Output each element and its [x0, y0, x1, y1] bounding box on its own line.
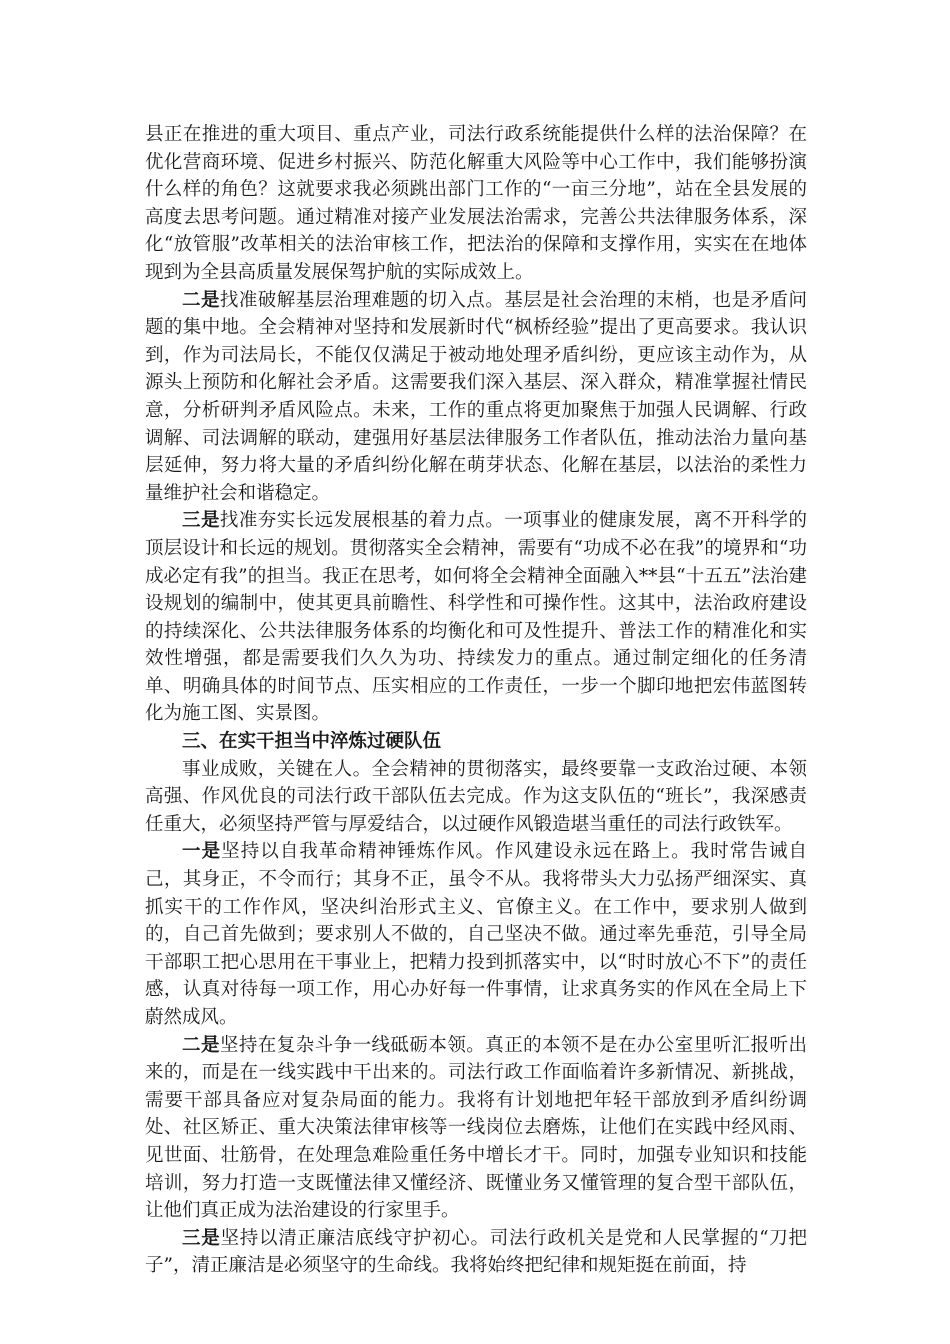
paragraph-intro-continued	[145, 121, 807, 287]
paragraph-lead: 三是	[182, 1227, 221, 1249]
paragraph-lead: 二是	[182, 1034, 220, 1056]
paragraph-first-measure	[145, 838, 807, 1031]
paragraph-third-measure	[145, 1225, 807, 1280]
document-body	[145, 121, 807, 1280]
paragraph-text: 县正在推进的重大项目、重点产业，司法行政系统能提供什么样的法治保障？在优化营商环境、促进乡村振兴、防范化解重大风险等中心工作中，我们能够扮演什么样的角色？这就要求我必须跳出部门工作的“一亩三分地”，站在全县发展的高度去思考问题。通过精准对接产业发展法治需求，完善公共法律服务体系，深化“放管服”改革相关的法治审核工作，把法治的保障和支撑作用，实实在在地体现到为全县高质量发展保驾护航的实际成效上。	[145, 124, 807, 283]
paragraph-text: 坚持以清正廉洁底线守护初心。司法行政机关是党和人民掌握的“刀把子”，清正廉洁是必须坚守的生命线。我将始终把纪律和规矩挺在前面，持	[145, 1227, 807, 1277]
paragraph-text: 找准破解基层治理难题的切入点。基层是社会治理的末梢，也是矛盾问题的集中地。全会精神对坚持和发展新时代“枫桥经验”提出了更高要求。我认识到，作为司法局长，不能仅仅满足于被动地处理矛盾纠纷，更应该主动作为，从源头上预防和化解社会矛盾。这需要我们深入基层、深入群众，精准掌握社情民意，分析研判矛盾风险点。未来，工作的重点将更加聚焦于加强人民调解、行政调解、司法调解的联动，建强用好基层法律服务工作者队伍，推动法治力量向基层延伸，努力将大量的矛盾纠纷化解在萌芽状态、化解在基层，以法治的柔性力量维护社会和谐稳定。	[145, 289, 807, 504]
paragraph-lead: 三是	[182, 510, 220, 532]
paragraph-text: 坚持以自我革命精神锤炼作风。作风建设永远在路上。我时常告诫自己，其身正，不令而行；其身不正，虽令不从。我将带头大力弘扬严细深实、真抓实干的工作作风，坚决纠治形式主义、官僚主义。在工作中，要求别人做到的，自己首先做到；要求别人不做的，自己坚决不做。通过率先垂范，引导全局干部职工把心思用在干事业上，把精力投到抓落实中，以“时时放心不下”的责任感，认真对待每一项工作，用心办好每一件事情，让求真务实的作风在全局上下蔚然成风。	[145, 841, 807, 1028]
paragraph-second-measure	[145, 1032, 807, 1225]
paragraph-lead: 一是	[182, 841, 222, 863]
paragraph-text: 事业成败，关键在人。全会精神的贯彻落实，最终要靠一支政治过硬、本领高强、作风优良的司法行政干部队伍去完成。作为这支队伍的“班长”，我深感责任重大，必须坚持严管与厚爱结合，以过硬作风锻造堪当重任的司法行政铁军。	[145, 758, 807, 835]
section-heading: 三、在实干担当中淬炼过硬队伍	[182, 731, 442, 753]
paragraph-text: 坚持在复杂斗争一线砥砺本领。真正的本领不是在办公室里听汇报听出来的，而是在一线实践中干出来的。司法行政工作面临着许多新情况、新挑战，需要干部具备应对复杂局面的能力。我将有计划地把年轻干部放到矛盾纠纷调处、社区矫正、重大决策法律审核等一线岗位去磨炼，让他们在实践中经风雨、见世面、壮筋骨，在处理急难险重任务中增长才干。同时，加强专业知识和技能培训，努力打造一支既懂法律又懂经济、既懂业务又懂管理的复合型干部队伍，让他们真正成为法治建设的行家里手。	[145, 1034, 807, 1222]
paragraph-section-intro	[145, 756, 807, 839]
paragraph-third-point	[145, 507, 807, 728]
paragraph-lead: 二是	[182, 289, 220, 311]
paragraph-text: 找准夯实长远发展根基的着力点。一项事业的健康发展，离不开科学的顶层设计和长远的规划。贯彻落实全会精神，需要有“功成不必在我”的境界和“功成必定有我”的担当。我正在思考，如何将全会精神全面融入**县“十五五”法治建设规划的编制中，使其更具前瞻性、科学性和可操作性。这其中，法治政府建设的持续深化、公共法律服务体系的均衡化和可及性提升、普法工作的精准化和实效性增强，都是需要我们久久为功、持续发力的重点。通过制定细化的任务清单、明确具体的时间节点、压实相应的工作责任，一步一个脚印地把宏伟蓝图转化为施工图、实景图。	[145, 510, 807, 725]
paragraph-second-point	[145, 287, 807, 508]
